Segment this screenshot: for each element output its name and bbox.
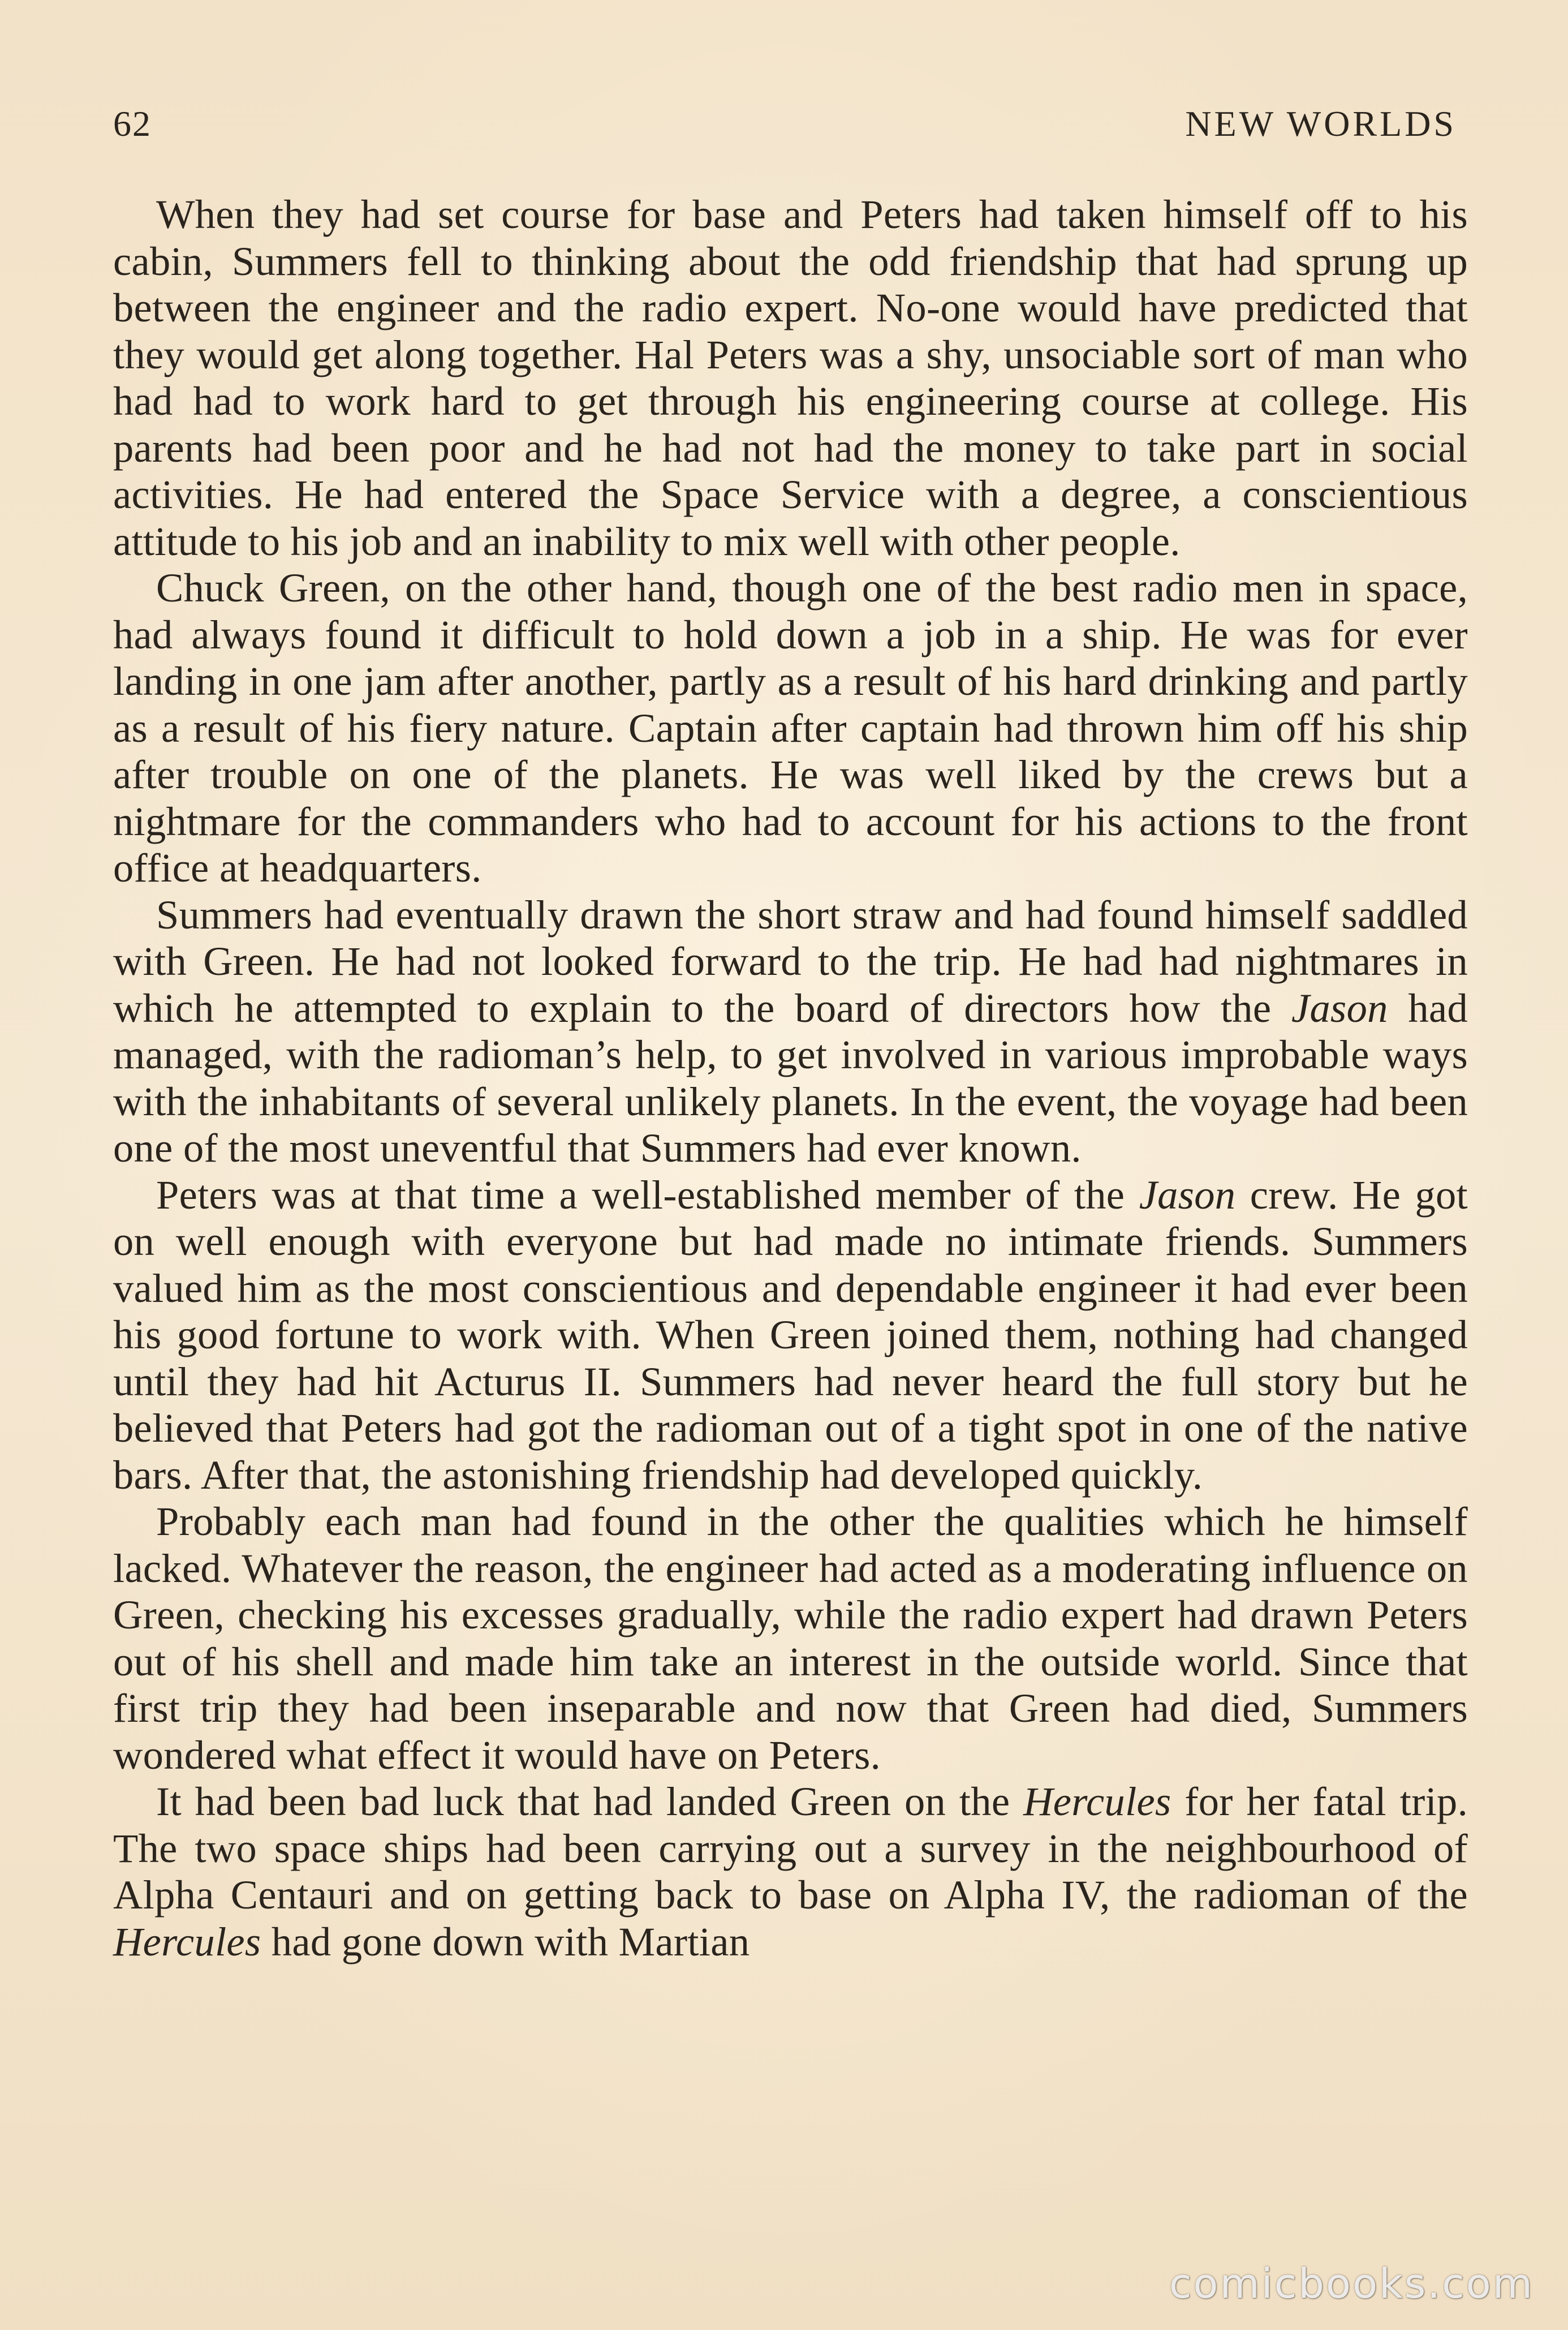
watermark: comicbooks.com (1169, 2260, 1534, 2307)
text-run: for her fatal trip. The two space ships had been carrying out a survey in the neighbourhood of Alpha Centauri and on getting back to base on Alpha IV, the radioman of the (113, 1778, 1468, 1918)
text-run: Peters was at that time a well-established member of the (156, 1171, 1139, 1218)
ship-name: Jason (1291, 985, 1388, 1031)
paragraph (113, 1172, 1468, 1499)
paragraph (113, 565, 1468, 892)
ship-name: Hercules (113, 1918, 261, 1964)
ship-name: Jason (1139, 1171, 1236, 1218)
text-run: Probably each man had found in the other the qualities which he himself lacked. Whatever the reason, the engineer had acted as a moderating influence on Green, checking his excesses gradually, while the radio expert had drawn Peters out of his shell and made him take an interest in the outside world. Since that first trip they had been inseparable and now that Green had died, Summers wondered what effect it would have on Peters. (113, 1498, 1468, 1778)
text-run: Chuck Green, on the other hand, though one of the best radio men in space, had always found it difficult to hold down a job in a ship. He was for ever landing in one jam after another, partly as a result of his hard drinking and partly as a result of his fiery nature. Captain after captain had thrown him off his ship after trouble on one of the planets. He was well liked by the crews but a nightmare for the commanders who had to account for his actions to the front office at headquarters. (113, 565, 1468, 891)
text-run: had managed, with the radioman’s help, to get involved in various improbable ways with the inhabitants of several unlikely planets. In the event, the voyage had been one of the most uneventful that Summers had ever known. (113, 985, 1468, 1171)
paragraph (113, 1498, 1468, 1778)
text-run: It had been bad luck that had landed Green on the (156, 1778, 1024, 1824)
text-run: had gone down with Martian (261, 1918, 750, 1964)
running-head: NEW WORLDS (1185, 104, 1457, 144)
body-text (113, 191, 1468, 1965)
paragraph (113, 892, 1468, 1172)
paragraph (113, 191, 1468, 565)
text-run: Summers had eventually drawn the short straw and had found himself saddled with Green. He had not looked forward to the trip. He had had nightmares in which he attempted to explain to the board of directors how the (113, 891, 1468, 1031)
page-header (113, 103, 1457, 154)
text-run: When they had set course for base and Peters had taken himself off to his cabin, Summers fell to thinking about the odd friendship that had sprung up between the engineer and the radio expert. No-one would have predicted that they would get along together. Hal Peters was a shy, unsociable sort of man who had had to work hard to get through his engineering course at college. His parents had been poor and he had not had the money to take part in social activities. He had entered the Space Service with a degree, a conscientious attitude to his job and an inability to mix well with other people. (113, 191, 1468, 564)
ship-name: Hercules (1023, 1778, 1171, 1824)
text-run: crew. He got on well enough with everyone but had made no intimate friends. Summers valued him as the most conscientious and dependable engineer it had ever been his good fortune to work with. When Green joined them, nothing had changed until they had hit Acturus II. Summers had never heard the full story but he believed that Peters had got the radioman out of a tight spot in one of the native bars. After that, the astonishing friendship had developed quickly. (113, 1171, 1468, 1498)
paragraph (113, 1778, 1468, 1965)
page-number: 62 (113, 104, 152, 144)
